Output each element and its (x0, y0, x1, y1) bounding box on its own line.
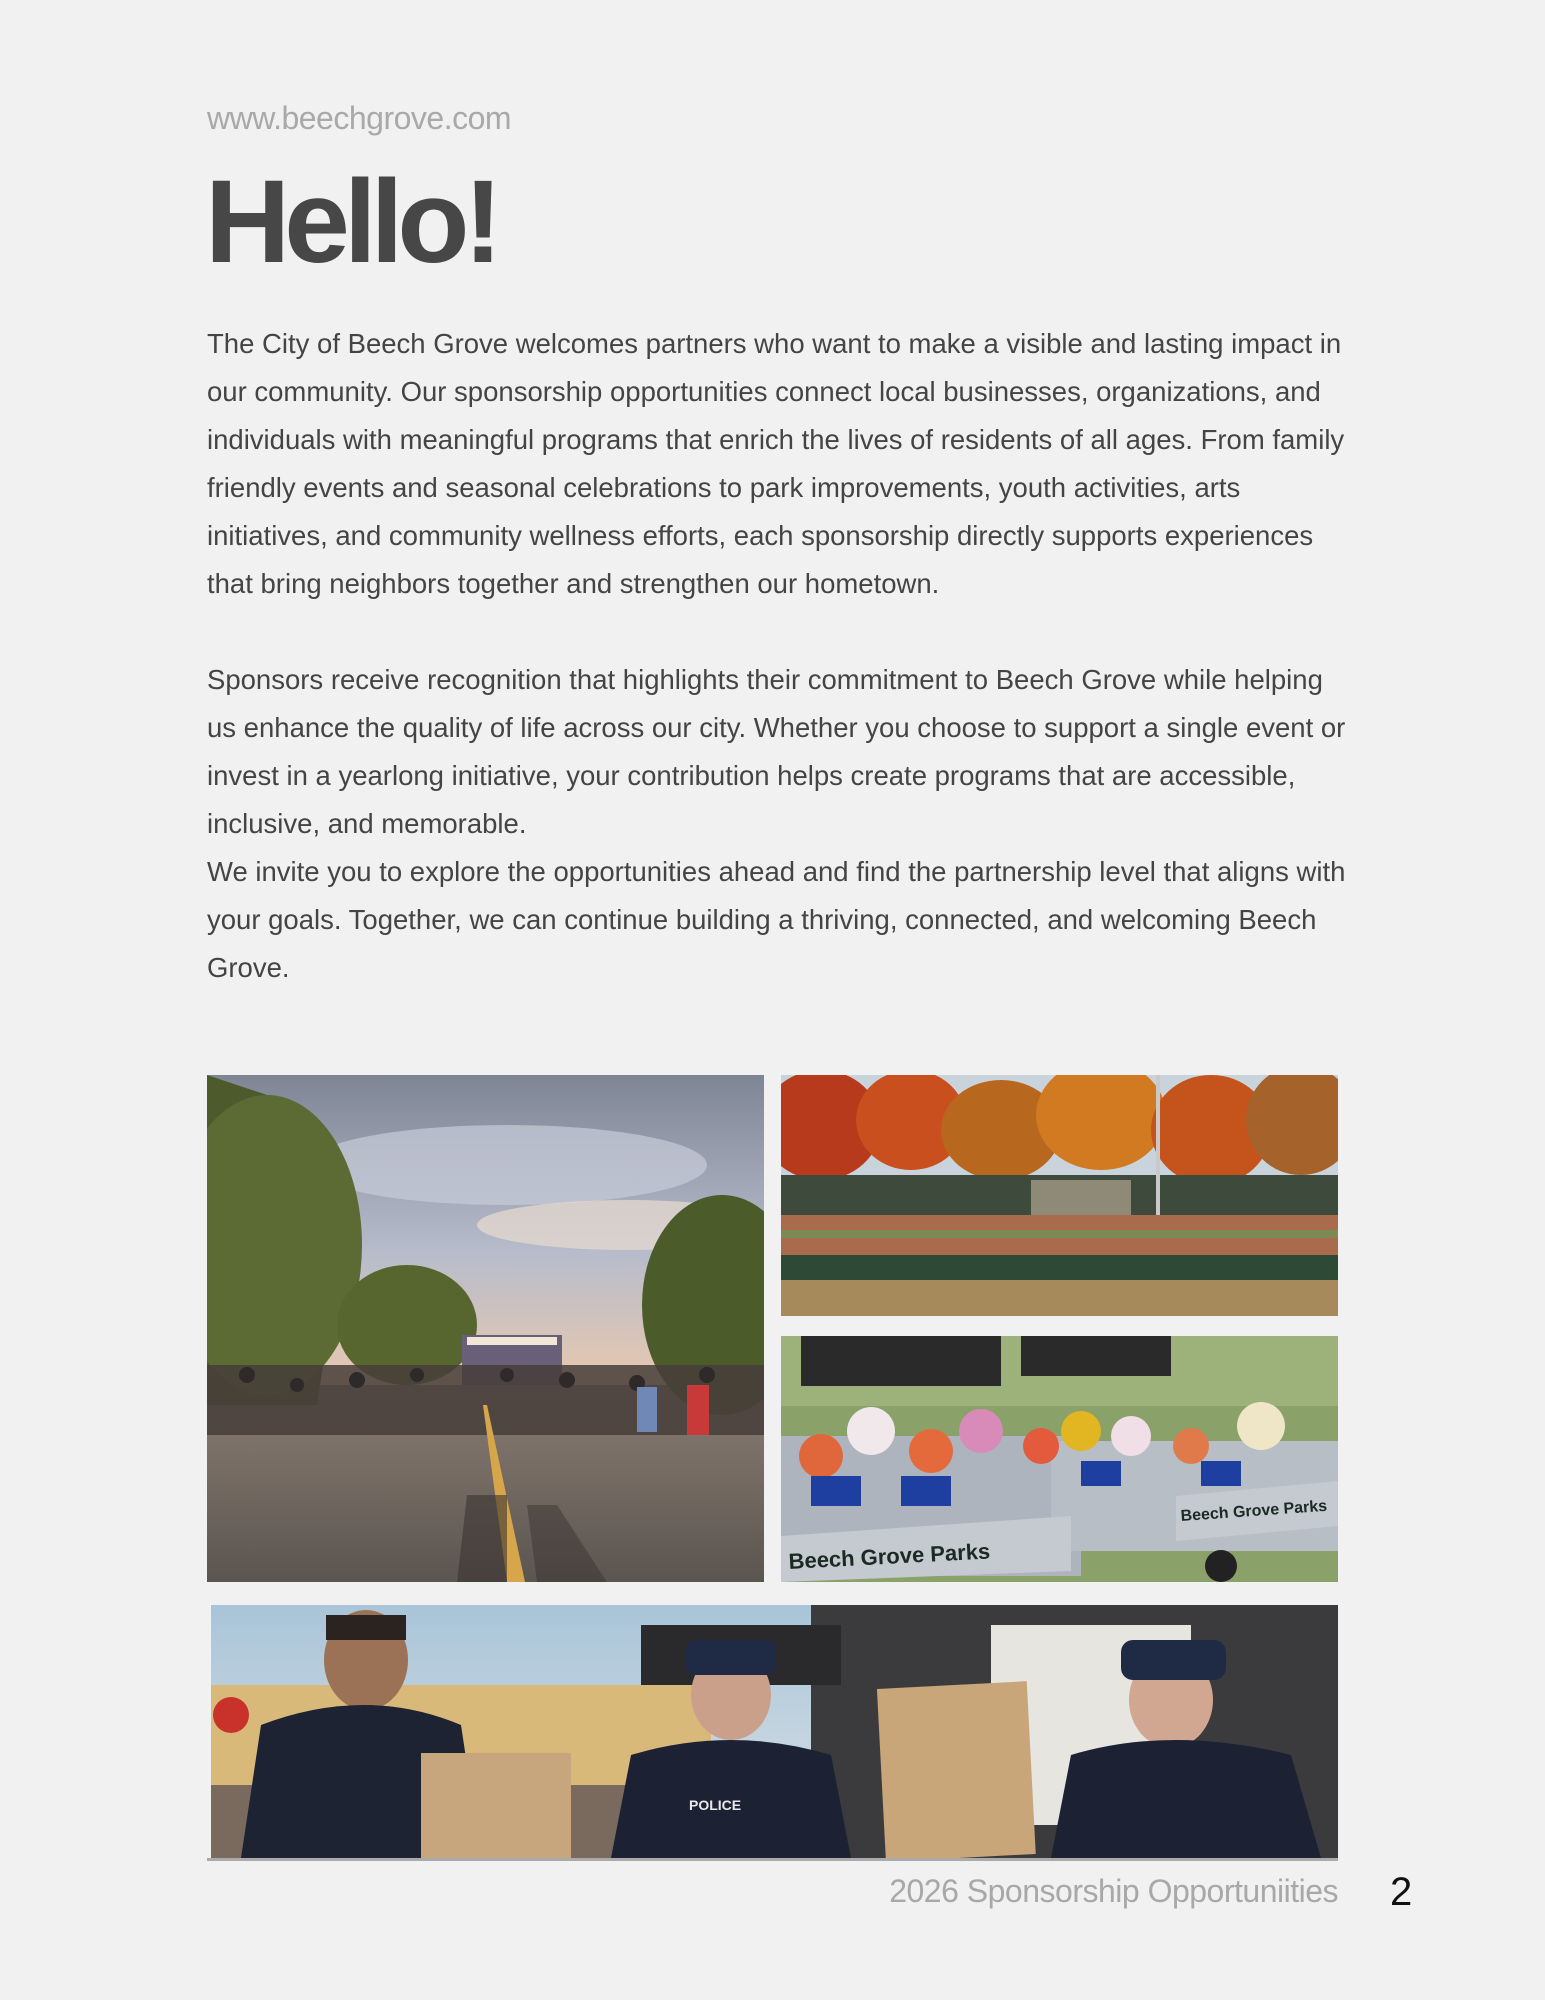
footer-rule (207, 1858, 1338, 1861)
flower-carts-photo (781, 1336, 1338, 1582)
police-badge-text: POLICE (689, 1797, 742, 1813)
intro-paragraph-2: Sponsors receive recognition that highlights their commitment to Beech Grove while helping us enhance the quality of life across our city. Whether you choose to support a single event or invest in a yearlong initiative, your contribution helps create programs that are accessible, inclusive, and memorable. (207, 664, 1346, 839)
street-festival-photo (207, 1075, 764, 1582)
page-title: Hello! (205, 156, 497, 288)
cart-label-2: Beech Grove Parks (1180, 1497, 1328, 1525)
page-number: 2 (1390, 1870, 1413, 1914)
cart-label-1: Beech Grove Parks (787, 1538, 991, 1574)
intro-body (207, 320, 1347, 992)
intro-paragraph-1: The City of Beech Grove welcomes partners who want to make a visible and lasting impact in our community. Our sponsorship opportunities connect local businesses, organizations, and individuals with meaningful programs that enrich the lives of residents of all ages. From family friendly events and seasonal celebrations to park improvements, youth activities, arts initiatives, and community wellness efforts, each sponsorship directly supports experiences that bring neighbors together and strengthen our hometown. (207, 328, 1345, 599)
footer-title: 2026 Sponsorship Opportuniities (889, 1873, 1338, 1909)
police-officers-photo (211, 1605, 1338, 1858)
autumn-ballfield-photo (781, 1075, 1338, 1316)
intro-paragraph-3: We invite you to explore the opportunities ahead and find the partnership level that aligns with your goals. Together, we can continue building a thriving, connected, and welcoming Beech Grove. (207, 856, 1346, 983)
website-url: www.beechgrove.com (207, 100, 512, 136)
